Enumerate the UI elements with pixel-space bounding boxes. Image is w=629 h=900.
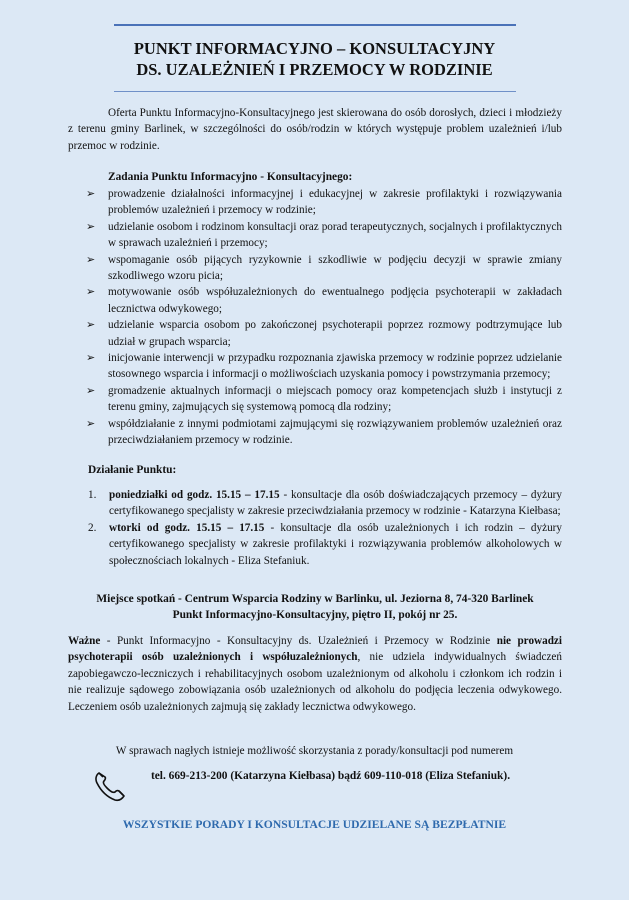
tasks-list [86, 186, 562, 449]
task-text: wspomaganie osób pijących ryzykownie i szkodliwie w podjęciu decyzji w sprawie zmiany szkodliwego wzoru picia; [108, 253, 562, 283]
important-note [68, 633, 562, 715]
meeting-place [68, 591, 562, 623]
free-services-notice: WSZYSTKIE PORADY I KONSULTACJE UDZIELANE SĄ BEZPŁATNIE [122, 818, 507, 831]
task-text: motywowanie osób współuzależnionych do ewentualnego podjęcia psychoterapii w zakładach lecznictwa odwykowego; [108, 286, 562, 315]
title-line-2: DS. UZALEŻNIEŃ I PRZEMOCY W RODZINIE [136, 60, 493, 79]
arrow-bullet-icon: ➢ [86, 220, 96, 233]
task-text: udzielanie osobom i rodzinom konsultacji oraz porad terapeutycznych, socjalnych i profilaktycznych w sprawach uzależnień i przemocy; [108, 220, 562, 250]
phone-numbers: tel. 669-213-200 (Katarzyna Kiełbasa) bądź 609-110-018 (Eliza Stefaniuk). [150, 770, 511, 782]
task-item [86, 383, 562, 416]
task-text: gromadzenie aktualnych informacji o miejscach pomocy oraz kompetencjach służb i instytucji z terenu gminy, zajmujących się systemową pomocą dla rodziny; [108, 384, 562, 414]
intro-paragraph: Oferta Punktu Informacyjno-Konsultacyjnego jest skierowana do osób dorosłych, dzieci i młodzieży z terenu gminy Barlinek, w szczególności do osób/rodzin w których występuje problem uzależnień i/lub przemoc w rodzinie. [68, 107, 562, 152]
task-item [86, 219, 562, 252]
urgent-info: W sprawach nagłych istnieje możliwość skorzystania z porady/konsultacji pod numerem [115, 745, 514, 757]
arrow-bullet-icon: ➢ [86, 352, 96, 365]
task-text: udzielanie wsparcia osobom po zakończonej psychoterapii poprzez rozmowy podtrzymujące lub udział w grupach wsparcia; [108, 319, 562, 348]
activity-schedule: poniedziałki od godz. 15.15 – 17.15 [109, 489, 280, 501]
arrow-bullet-icon: ➢ [86, 286, 96, 299]
activity-item [88, 487, 562, 520]
activity-item [88, 520, 562, 569]
bottom-rule [114, 91, 516, 92]
activity-schedule: wtorki od godz. 15.15 – 17.15 [109, 521, 265, 534]
task-item [86, 252, 562, 285]
task-text: prowadzenie działalności informacyjnej i edukacyjnej w zakresie profilaktyki i rozwiązywania problemów uzależnień i przemocy w rodzinie; [108, 188, 562, 217]
arrow-bullet-icon: ➢ [86, 253, 96, 266]
task-item [86, 350, 562, 383]
task-text: inicjowanie interwencji w przypadku rozpoznania zjawiska przemocy w rodzinie poprzez udzielanie stosownego wsparcia i informacji o możliwościach uzyskania pomocy i powstrzymania przemocy; [108, 352, 562, 381]
meeting-place-line-2: Punkt Informacyjno-Konsultacyjny, piętro II, pokój nr 25. [172, 609, 458, 621]
important-bold-text: nie prowadzi psychoterapii osób uzależnionych i współuzależnionych [68, 635, 563, 664]
tasks-heading: Zadania Punktu Informacyjno - Konsultacyjnego: [108, 171, 353, 183]
important-text-2: , nie udziela indywidualnych świadczeń zapobiegawczo-leczniczych i rehabilitacyjnych osobom uzależnionym od alkoholu i członkom ich rodzin i nie realizuje sądowego zobowiązania osób uzależnionych od alkoholu do podjęcia leczenia odwykowego. Leczeniem osób uzależnionych zajmują się zakłady lecznictwa odwykowego. [68, 651, 562, 713]
activity-number: 2. [88, 521, 97, 534]
activity-number: 1. [88, 489, 97, 501]
page-title [0, 38, 629, 80]
title-line-1: PUNKT INFORMACYJNO – KONSULTACYJNY [133, 39, 496, 58]
arrow-bullet-icon: ➢ [86, 188, 96, 200]
task-item [86, 186, 562, 219]
activity-description: - konsultacje dla osób doświadczających przemocy – dyżury certyfikowanego specjalisty w zakresie przeciwdziałania przemocy w rodzinie - Katarzyna Kiełbasa; [109, 489, 562, 518]
task-text: współdziałanie z innymi podmiotami zajmującymi się rozwiązywaniem problemów uzależnień oraz przeciwdziałaniem przemocy w rodzinie. [108, 417, 562, 447]
task-item [86, 284, 562, 317]
arrow-bullet-icon: ➢ [86, 384, 96, 397]
meeting-place-line-1: Miejsce spotkań - Centrum Wsparcia Rodziny w Barlinku, ul. Jeziorna 8, 74-320 Barlinek [96, 593, 534, 605]
important-text-1: - Punkt Informacyjno - Konsultacyjny ds. Uzależnień i Przemocy w Rodzinie [100, 635, 497, 647]
activity-heading: Działanie Punktu: [88, 464, 177, 476]
task-item [86, 317, 562, 350]
top-rule [114, 24, 516, 26]
activity-description: - konsultacje dla osób uzależnionych i ich rodzin – dyżury certyfikowanego specjalisty w zakresie profilaktyki i rozwiązywania problemów alkoholowych w społecznościach lokalnych - Eliza Stefaniuk. [109, 521, 562, 567]
arrow-bullet-icon: ➢ [86, 417, 96, 430]
activity-list [88, 487, 562, 569]
task-item [86, 416, 562, 449]
important-label: Ważne [68, 635, 101, 647]
arrow-bullet-icon: ➢ [86, 319, 96, 332]
